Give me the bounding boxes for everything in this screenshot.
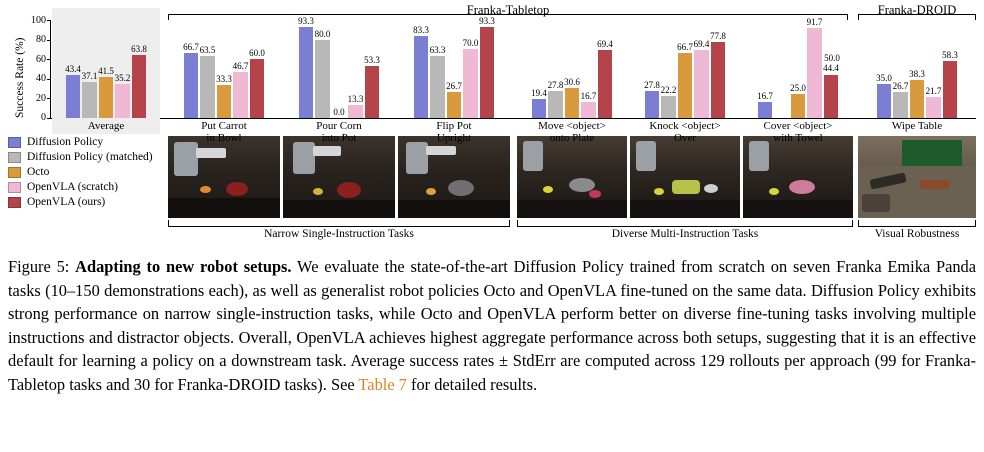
bar-value-label: 13.3: [347, 93, 364, 104]
bar-value-label: 60.0: [249, 48, 265, 59]
bar: [82, 82, 97, 118]
bar-value-label: 35.0: [876, 72, 892, 83]
bar-value-label: 0.0: [333, 107, 345, 117]
x-axis-group-label: Pour Corn into Pot: [316, 120, 362, 144]
legend-item-octo: [8, 165, 160, 180]
legend-swatch-openvla-ours: [8, 197, 21, 208]
legend-item-openvla-ours: [8, 195, 160, 210]
bar: [598, 50, 613, 118]
bar: [532, 99, 547, 118]
bottom-label-visual: Visual Robustness: [874, 228, 960, 240]
bottom-brace-visual-left-tick: [858, 220, 859, 226]
task-photo-2: [283, 136, 395, 218]
bar-value-label: 41.5: [98, 66, 114, 77]
task-photo-6: [743, 136, 853, 218]
bar-value-label: 66.7: [677, 41, 693, 52]
bar-value-label: 26.7: [892, 80, 909, 91]
caption-body-2: for detailed results.: [406, 374, 538, 394]
bar-value-label: 35.2: [114, 72, 131, 83]
x-axis-group-label: Knock <object> Over: [649, 120, 721, 144]
y-tick-label-60: 60: [36, 54, 46, 65]
y-tick-label-100: 100: [31, 15, 46, 26]
bar: [365, 66, 380, 118]
bar: [758, 102, 773, 118]
bar-value-label: 21.7: [925, 85, 942, 96]
task-photo-7: [858, 136, 976, 218]
bar: [926, 97, 941, 118]
caption-bold-title: Adapting to new robot setups.: [75, 257, 292, 276]
legend-swatch-diffusion-policy-matched: [8, 152, 21, 163]
bar-value-label: 93.3: [479, 15, 495, 26]
bar-value-label: 38.3: [909, 69, 925, 80]
bar-value-label: 93.3: [298, 15, 314, 26]
bar: [217, 85, 232, 118]
bar: [184, 53, 199, 118]
bar-value-label: 63.8: [131, 44, 147, 55]
y-tick-label-80: 80: [36, 34, 46, 45]
legend-label-diffusion-policy: Diffusion Policy: [27, 136, 104, 148]
bar: [581, 102, 596, 118]
bar-value-label: 19.4: [531, 87, 547, 98]
bar: [66, 75, 81, 118]
task-photo-1: [168, 136, 280, 218]
bar-value-label: 33.3: [216, 74, 232, 85]
legend-label-diffusion-policy-matched: Diffusion Policy (matched): [27, 151, 153, 163]
bar-value-label: 30.6: [564, 77, 580, 87]
bar-value-label: 22.2: [660, 85, 677, 96]
group-header-franka-tabletop: Franka-Tabletop: [466, 3, 550, 17]
bar-value-label: 25.0: [790, 82, 806, 93]
bar-value-label: 43.4: [65, 64, 81, 75]
bar-value-label: 69.4: [597, 38, 613, 49]
bar-value-label: 91.7: [806, 17, 823, 28]
bar-value-label: 16.7: [757, 90, 773, 101]
bar-value-label: 80.0: [314, 28, 331, 39]
bar-value-label: 37.1: [81, 70, 98, 81]
bar: [711, 42, 726, 118]
y-tick-label-40: 40: [36, 73, 46, 84]
bar: [824, 75, 839, 119]
bottom-brace-visual-right-tick: [975, 220, 976, 226]
bar: [694, 50, 709, 118]
bar-value-label: 46.7: [232, 61, 249, 72]
y-tick-label-0: 0: [41, 112, 46, 123]
task-photo-4: [517, 136, 627, 218]
bar-value-label: 70.0: [462, 38, 479, 49]
bottom-brace-narrow-left-tick: [168, 220, 169, 226]
x-axis-group-label: Wipe Table: [891, 120, 943, 132]
bar-value-label: 69.4: [693, 38, 710, 49]
bottom-brace-diverse-right-tick: [852, 220, 853, 226]
x-axis-group-label: Flip Pot Upright: [436, 120, 472, 144]
caption-figure-label: Figure 5:: [8, 257, 70, 276]
bar-value-label: 66.7: [183, 41, 199, 52]
bar-value-label: 77.8: [710, 30, 726, 41]
bar: [299, 27, 314, 118]
legend-item-diffusion-policy: [8, 135, 160, 150]
legend-swatch-openvla-scratch: [8, 182, 21, 193]
legend: [8, 135, 160, 213]
bar: [200, 56, 215, 118]
bar: [893, 92, 908, 118]
bar-value-label-extra: 50.0: [824, 53, 840, 64]
legend-item-openvla-scratch: [8, 180, 160, 195]
legend-swatch-diffusion-policy: [8, 137, 21, 148]
bottom-label-narrow: Narrow Single-Instruction Tasks: [264, 228, 414, 240]
bottom-brace-diverse: [517, 226, 853, 227]
x-axis-group-label: Cover <object> with Towel: [763, 120, 833, 144]
legend-swatch-octo: [8, 167, 21, 178]
figure-caption: [8, 255, 976, 396]
task-photo-5: [630, 136, 740, 218]
bar: [115, 84, 130, 118]
bottom-brace-diverse-left-tick: [517, 220, 518, 226]
bar-value-label: 63.5: [199, 44, 216, 55]
legend-label-openvla-ours: OpenVLA (ours): [27, 196, 106, 208]
task-photo-3: [398, 136, 510, 218]
bottom-brace-narrow-right-tick: [509, 220, 510, 226]
bar: [447, 92, 462, 118]
caption-body-1: We evaluate the state-of-the-art Diffusion Policy trained from scratch on seven Franka Emika Panda tasks (10–150 demonstrations each), as well as generalist robot policies Octo and OpenVLA fine-tuned on the same data. Diffusion Policy exhibits strong performance on narrow single-instruction tasks, while Octo and OpenVLA perform better on diverse fine-tuning tasks involving multiple instructions and distractor objects. Overall, OpenVLA achieves highest aggregate performance across both setups, suggesting that it is an effective default for learning a policy on a downstream task. Average success rates ± StdErr are computed across 129 rollouts per approach (99 for Franka-Tabletop tasks and 30 for Franka-DROID tasks). See: [8, 257, 977, 394]
bar-value-label: 16.7: [580, 90, 597, 101]
x-axis-group-label: Move <object> onto Plate: [538, 120, 606, 144]
caption-table-link[interactable]: Table 7: [358, 374, 407, 394]
x-axis-line: [50, 118, 976, 119]
bar: [99, 77, 114, 118]
bar-value-label: 83.3: [413, 25, 429, 36]
bar-value-label: 26.7: [446, 80, 462, 91]
bar-value-label: 53.3: [364, 54, 380, 65]
legend-label-octo: Octo: [27, 166, 50, 178]
bar: [132, 55, 147, 118]
bar-value-label: 44.4: [823, 63, 839, 74]
bar-value-label: 58.3: [942, 49, 958, 60]
bottom-brace-visual: [858, 226, 976, 227]
bar-value-label: 27.8: [547, 79, 564, 90]
bar-value-label: 63.3: [429, 44, 446, 55]
bar: [791, 94, 806, 119]
bar: [661, 96, 676, 118]
y-tick-label-20: 20: [36, 93, 46, 104]
legend-item-diffusion-policy-matched: [8, 150, 160, 165]
bottom-brace-narrow: [168, 226, 510, 227]
x-axis-group-label: Put Carrot in Bowl: [201, 120, 247, 144]
legend-label-openvla-scratch: OpenVLA (scratch): [27, 181, 119, 193]
x-axis-group-label: Average: [87, 120, 125, 132]
bottom-label-diverse: Diverse Multi-Instruction Tasks: [611, 228, 759, 240]
bar-value-label: 27.8: [644, 79, 660, 90]
group-header-franka-droid: Franka-DROID: [877, 3, 957, 17]
y-axis-title: Success Rate (%): [14, 37, 26, 118]
